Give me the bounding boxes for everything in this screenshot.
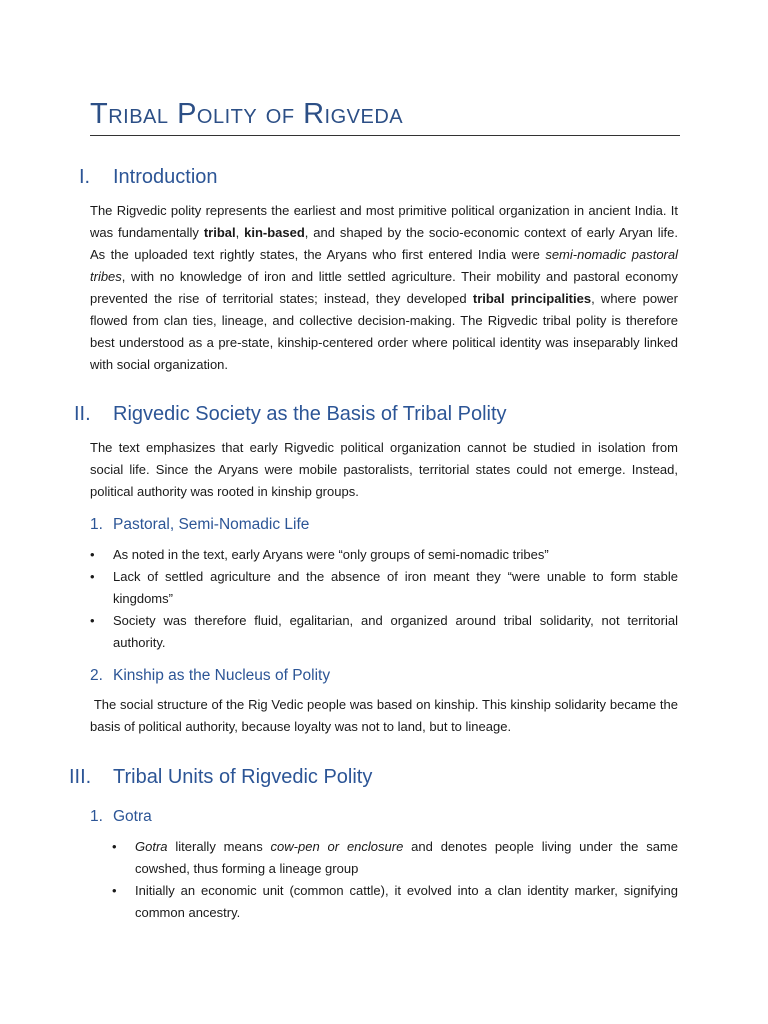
document-title-text: Tribal Polity of Rigveda: [90, 98, 404, 130]
subsection-title: Gotra: [113, 808, 152, 825]
subsection-heading-kinship: [90, 667, 330, 685]
text-run: ,: [235, 225, 245, 240]
section-heading-introduction: [79, 166, 218, 189]
document-title: [90, 98, 680, 136]
list-item-text: Initially an economic unit (common cattle), it evolved into a clan identity marker, signifying common ancestry.: [135, 883, 678, 920]
subsection-title: Kinship as the Nucleus of Polity: [113, 667, 331, 684]
text-run: and denotes people living under the same cowshed, thus forming a lineage group: [135, 839, 678, 876]
subsection-number: 2.: [90, 667, 103, 684]
pastoral-bullet-list: [90, 544, 678, 654]
text-run: , with no knowledge of iron and little settled agriculture. Their mobility and pastoral economy prevented the rise of territorial states; instead, they developed: [90, 269, 678, 306]
italic-text: semi-nomadic pastoral tribes: [90, 247, 678, 284]
section-title: Rigvedic Society as the Basis of Tribal Polity: [113, 403, 507, 425]
list-item: [90, 566, 678, 610]
bullet-icon: •: [90, 547, 95, 562]
subsection-heading-gotra: [90, 808, 152, 826]
section-heading-tribal-units: [69, 766, 372, 789]
list-item-text: As noted in the text, early Aryans were “only groups of semi-nomadic tribes”: [113, 547, 549, 562]
bullet-icon: •: [112, 883, 117, 898]
bold-text-tribal: tribal: [203, 225, 236, 240]
text-run: , where power flowed from clan ties, lineage, and collective decision-making. The Rigvedic tribal polity is therefore best understood as a pre-state, kinship-centered order where political identity was inseparably linked with social organization.: [90, 291, 678, 372]
list-item: [90, 544, 678, 566]
text-run: The Rigvedic polity represents the earliest and most primitive political organization in ancient India. It was fundamentally: [90, 203, 678, 240]
section-title: Tribal Units of Rigvedic Polity: [113, 766, 373, 788]
text-run: literally means: [167, 839, 271, 854]
italic-text: cow-pen or enclosure: [270, 839, 404, 854]
section-number: II.: [74, 403, 91, 425]
subsection-title: Pastoral, Semi-Nomadic Life: [113, 516, 310, 533]
society-paragraph: The text emphasizes that early Rigvedic political organization cannot be studied in isolation from social life. Since the Aryans were mobile pastoralists, territorial states could not emerge. Instead, political authority was rooted in kinship groups.: [90, 440, 678, 499]
section-heading-society: [74, 403, 507, 426]
bold-text-tribal-principalities: tribal principalities: [472, 291, 592, 306]
section-number: III.: [69, 766, 92, 788]
kinship-paragraph: The social structure of the Rig Vedic people was based on kinship. This kinship solidarity became the basis of political authority, because loyalty was not to land, but to lineage.: [90, 697, 682, 734]
list-item: [112, 836, 678, 880]
list-item-text: Lack of settled agriculture and the absence of iron meant they “were unable to form stable kingdoms”: [113, 569, 678, 606]
subsection-number: 1.: [90, 808, 103, 825]
text-run: , and shaped by the socio-economic context of early Aryan life. As the uploaded text rightly states, the Aryans who first entered India were: [90, 225, 679, 262]
section-title: Introduction: [113, 166, 218, 188]
introduction-paragraph: [90, 200, 678, 376]
bullet-icon: •: [112, 839, 117, 854]
list-item-text: Society was therefore fluid, egalitarian, and organized around tribal solidarity, not territorial authority.: [113, 613, 678, 650]
gotra-bullet-list: [112, 836, 678, 924]
list-item: [90, 610, 678, 654]
subsection-heading-pastoral: [90, 516, 309, 534]
bullet-icon: •: [90, 613, 95, 628]
subsection-number: 1.: [90, 516, 103, 533]
bold-text-kin-based: kin-based: [244, 225, 305, 240]
section-number: I.: [79, 166, 91, 188]
bullet-icon: •: [90, 569, 95, 584]
italic-text: Gotra: [135, 839, 168, 854]
list-item: [112, 880, 678, 924]
